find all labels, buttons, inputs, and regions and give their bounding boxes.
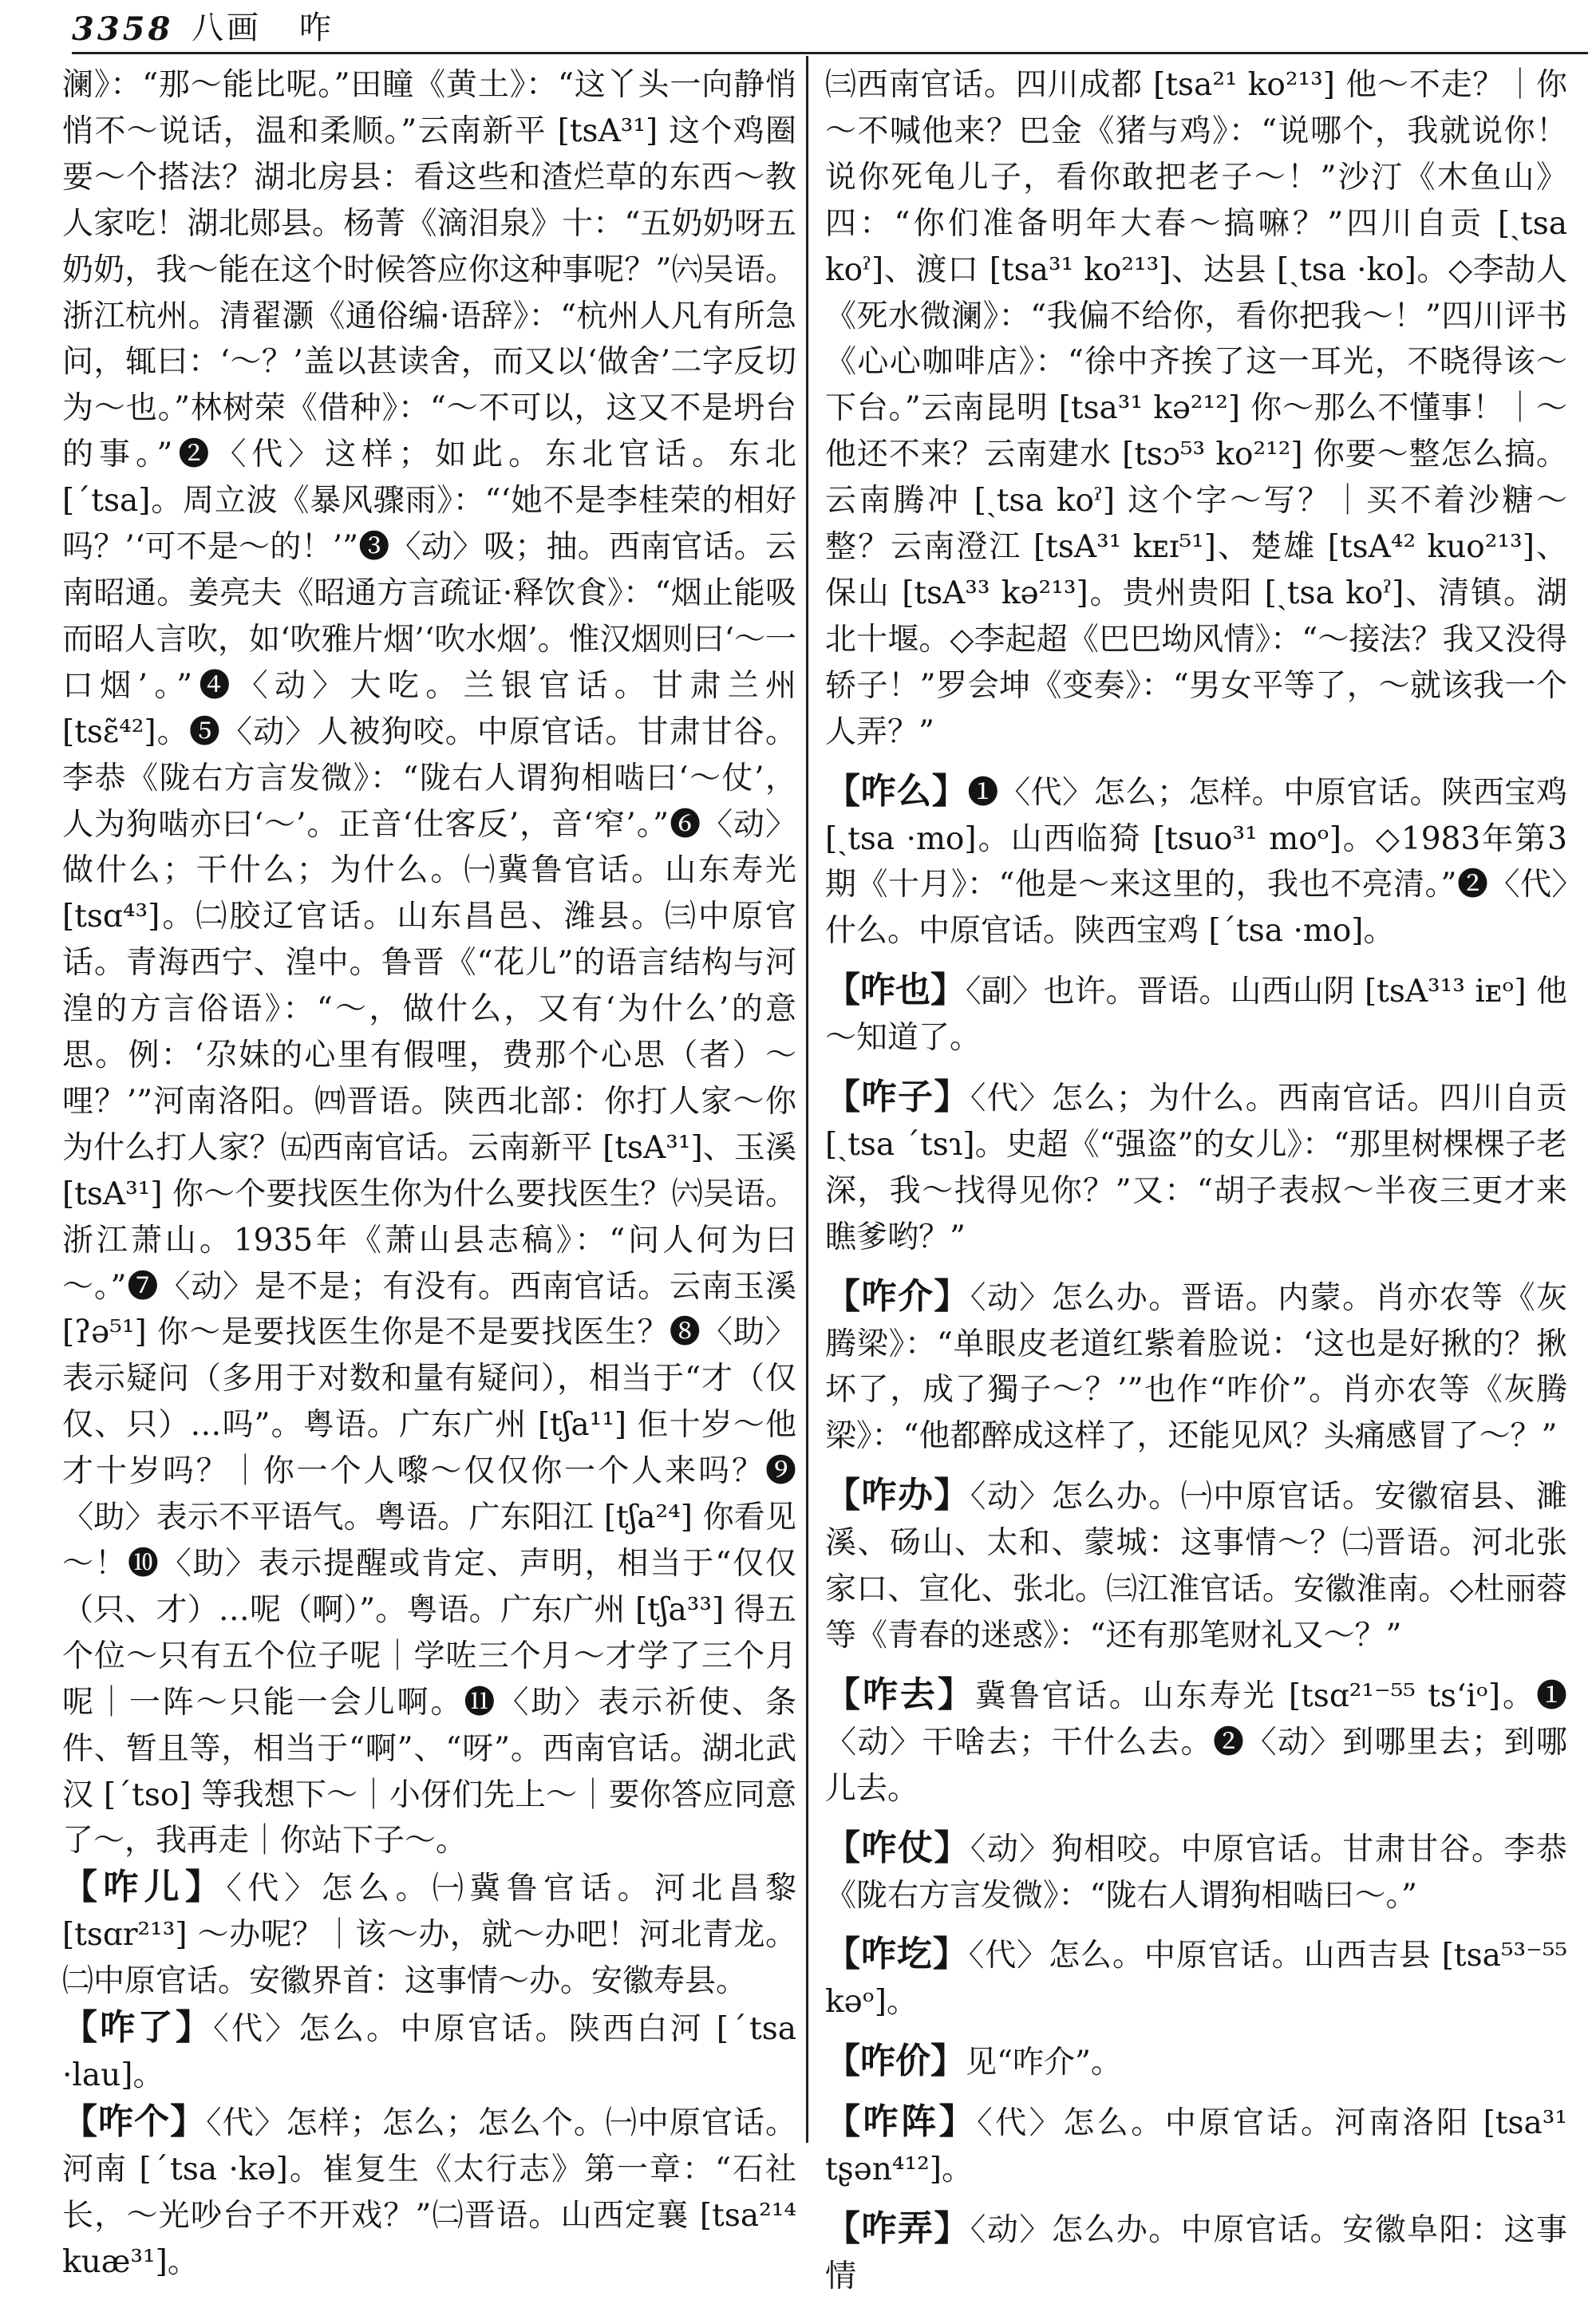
page-number: 3358: [72, 10, 174, 48]
entry-text: 〈动〉怎么办。晋语。内蒙。肖亦农等《灰腾梁》：“单眼皮老道红紫着脸说：‘这也是好揪的？揪坏了，成了獨子～？’”也作“咋价”。肖亦农等《灰腾梁》：“他都醉成这样了，还能见风？头痛感冒了～？”: [825, 1279, 1567, 1455]
entry-headword: 【咋办】: [825, 1475, 970, 1516]
header-character: 咋: [299, 10, 334, 46]
entry-text: 〈代〉怎么。㈠冀鲁官话。河北昌黎 [tsɑr²¹³] ～办呢？｜该～办，就～办吧！河北青龙。㈡中原官话。安徽界首：这事情～办。安徽寿县。: [62, 1871, 796, 2000]
entry-text: 〈代〉怎么；为什么。西南官话。四川自贡 [ˏtsa ˊtsɿ]。史超《“强盗”的女儿》：“那里树棵棵子老深，我～找得见你？”又：“胡子表叔～半夜三更才来瞧爹哟？”: [825, 1081, 1567, 1255]
entry-text: 〈动〉狗相咬。中原官话。甘肃甘谷。李恭《陇右方言发微》：“陇右人谓狗相啮曰～。”: [825, 1831, 1567, 1914]
right-column: [825, 62, 1568, 2294]
column-divider: [806, 56, 808, 2143]
entry-headword: 【咋么】: [825, 770, 968, 812]
entry-text: 〈动〉怎么办。中原官话。安徽阜阳：这事情: [825, 2211, 1567, 2294]
dictionary-entry: [825, 1274, 1567, 1460]
page-header: [72, 8, 1588, 54]
dictionary-entry: [825, 1672, 1567, 1812]
dictionary-entry: [62, 2099, 796, 2286]
dictionary-entry: [825, 1931, 1567, 2025]
entry-text: ❶〈代〉怎么；怎样。中原官话。陕西宝鸡 [ˏtsa ·mo]。山西临猗 [tsuo³¹ moᵒ]。◇1983年第3期《十月》：“他是～来这里的，我也不亮清。”❷〈代〉什么。中原官话。陕西宝鸡 [ˊtsa ·mo]。: [825, 774, 1567, 950]
entry-text: 〈代〉怎么。中原官话。陕西白河 [ˊtsa ·lau]。: [62, 2011, 796, 2093]
entry-headword: 【咋仗】: [825, 1827, 970, 1868]
entry-headword: 【咋价】: [825, 2041, 966, 2082]
dictionary-entry: [825, 1472, 1567, 1659]
dictionary-entry: [62, 1864, 796, 2005]
entry-text: 见“咋介”。: [966, 2045, 1122, 2081]
dictionary-entry: [825, 1825, 1567, 1919]
entry-headword: 【咋儿】: [62, 1867, 227, 1908]
entry-continuation: [62, 62, 796, 1864]
header-rule: [72, 52, 1588, 54]
entry-headword: 【咋了】: [62, 2007, 214, 2049]
entry-headword: 【咋个】: [62, 2100, 207, 2142]
entry-text: 澜》：“那～能比呢。”田瞳《黄土》：“这丫头一向静悄悄不～说话，温和柔顺。”云南新平 [tsA³¹] 这个鸡圈要～个搭法？湖北房县：看这些和渣烂草的东西～教人家吃！湖北郧县。杨菁《滴泪泉》十：“五奶奶呀五奶奶，我～能在这个时候答应你这种事呢？”㈥吴语。浙江杭州。清翟灏《通俗编·语辞》：“杭州人凡有所急问，辄曰：‘～？’盖以甚读舍，而又以‘做舍’二字反切为～也。”林树荣《借种》：“～不可以，这又不是坍台的事。”❷〈代〉这样；如此。东北官话。东北 [ˊtsa]。周立波《暴风骤雨》：“‘她不是李桂荣的相好吗？’‘可不是～的！’”❸〈动〉吸；抽。西南官话。云南昭通。姜亮夫《昭通方言疏证·释饮食》：“烟止能吸而昭人言吹，如‘吹雅片烟’‘吹水烟’。惟汉烟则曰‘～一口烟’。”❹〈动〉大吃。兰银官话。甘肃兰州 [tsɛ̃⁴²]。❺〈动〉人被狗咬。中原官话。甘肃甘谷。李恭《陇右方言发微》：“陇右人谓狗相啮曰‘～仗’，人为狗啮亦曰‘～’。正音‘仕客反’，音‘窄’。”❻〈动〉做什么；干什么；为什么。㈠冀鲁官话。山东寿光 [tsɑ⁴³]。㈡胶辽官话。山东昌邑、潍县。㈢中原官话。青海西宁、湟中。鲁晋《“花儿”的语言结构与河湟的方言俗语》：“～，做什么，又有‘为什么’的意思。例：‘尕妹的心里有假哩，费那个心思（者）～哩？’”河南洛阳。㈣晋语。陕西北部：你打人家～你为什么打人家？㈤西南官话。云南新平 [tsA³¹]、玉溪 [tsA³¹] 你～个要找医生你为什么要找医生？㈥吴语。浙江萧山。1935年《萧山县志稿》：“问人何为曰～。”❼〈动〉是不是；有没有。西南官话。云南玉溪 [ʔə⁵¹] 你～是要找医生你是不是要找医生？❽〈助〉表示疑问（多用于对数和量有疑问），相当于“才（仅仅、只）…吗”。粤语。广东广州 [tʃa¹¹] 佢十岁～他才十岁吗？｜你一个人嚟～仅仅你一个人来吗？❾〈助〉表示不平语气。粤语。广东阳江 [tʃa²⁴] 你看见～！❿〈助〉表示提醒或肯定、声明，相当于“仅仅（只、才）…呢（啊）”。粤语。广东广州 [tʃa³³] 得五个位～只有五个位子呢｜学咗三个月～才学了三个月呢｜一阵～只能一会儿啊。⓫〈助〉表示祈使、条件、暂且等，相当于“啊”、“呀”。西南官话。湖北武汉 [ˊtso] 等我想下～｜小伢们先上～｜要你答应同意了～，我再走｜你站下子～。: [62, 67, 796, 1859]
entry-headword: 【咋去】: [825, 1674, 975, 1715]
entry-text: 冀鲁官话。山东寿光 [tsɑ²¹⁻⁵⁵ tsʻiᵒ]。❶〈动〉干啥去；干什么去。❷〈动〉到哪里去；到哪儿去。: [825, 1678, 1568, 1807]
entry-headword: 【咋也】: [825, 970, 966, 1011]
dictionary-entry: [825, 2099, 1567, 2193]
dictionary-entry: [825, 967, 1567, 1061]
entry-text: 〈代〉怎样；怎么；怎么个。㈠中原官话。河南 [ˊtsa ·kə]。崔复生《太行志》第一章：“石社长，～光吵台子不开戏？”㈡晋语。山西定襄 [tsa²¹⁴ kuæ³¹]。: [62, 2104, 796, 2280]
dictionary-entry: [825, 2038, 1567, 2086]
entry-text: 〈副〉也许。晋语。山西山阴 [tsA³¹³ iᴇᵒ] 他～知道了。: [825, 974, 1568, 1057]
dictionary-entry: [825, 1074, 1567, 1261]
entry-continuation: [825, 62, 1567, 756]
dictionary-entry: [825, 769, 1567, 955]
section-label: 八画: [192, 10, 262, 46]
dictionary-entry: [825, 2206, 1567, 2300]
entry-headword: 【咋介】: [825, 1275, 970, 1317]
entry-text: 〈代〉怎么。中原官话。山西吉县 [tsa⁵³⁻⁵⁵ kəᵒ]。: [825, 1938, 1567, 2021]
entry-text: ㈢西南官话。四川成都 [tsa²¹ ko²¹³] 他～不走？｜你～不喊他来？巴金《猪与鸡》：“说哪个，我就说你！说你死龟儿子，看你敢把老子～！”沙汀《木鱼山》四：“你们准备明年大春～搞嘛？”四川自贡 [ˏtsa koˀ]、渡口 [tsa³¹ ko²¹³]、达县 [ˏtsa ·ko]。◇李劼人《死水微澜》：“我偏不给你，看你把我～！”四川评书《心心咖啡店》：“徐中齐挨了这一耳光，不晓得该～下台。”云南昆明 [tsa³¹ kə²¹²] 你～那么不懂事！｜～他还不来？云南建水 [tsɔ⁵³ ko²¹²] 你要～整怎么搞。云南腾冲 [ˏtsa koˀ] 这个字～写？｜买不着沙糖～整？云南澄江 [tsA³¹ kᴇɪ⁵¹]、楚雄 [tsA⁴² kuo²¹³]、保山 [tsA³³ kə²¹³]。贵州贵阳 [ˏtsa koˀ]、清镇。湖北十堰。◇李起超《巴巴坳风情》：“～接法？我又没得轿子！”罗会坤《变奏》：“男女平等了，～就该我一个人弄？”: [825, 67, 1567, 750]
left-column: [62, 62, 796, 2280]
entry-headword: 【咋圪】: [825, 1934, 969, 1975]
entry-headword: 【咋阵】: [825, 2101, 978, 2143]
entry-text: 〈代〉怎么。中原官话。河南洛阳 [tsa³¹ tʂən⁴¹²]。: [825, 2105, 1567, 2188]
dictionary-entry: [62, 2005, 796, 2099]
entry-headword: 【咋弄】: [825, 2207, 970, 2249]
entry-text: 〈动〉怎么办。㈠中原官话。安徽宿县、濉溪、砀山、太和、蒙城：这事情～？㈡晋语。河北张家口、宣化、张北。㈢江淮官话。安徽淮南。◇杜丽蓉等《青春的迷惑》：“还有那笔财礼又～？”: [825, 1479, 1567, 1654]
entry-headword: 【咋子】: [825, 1077, 970, 1118]
